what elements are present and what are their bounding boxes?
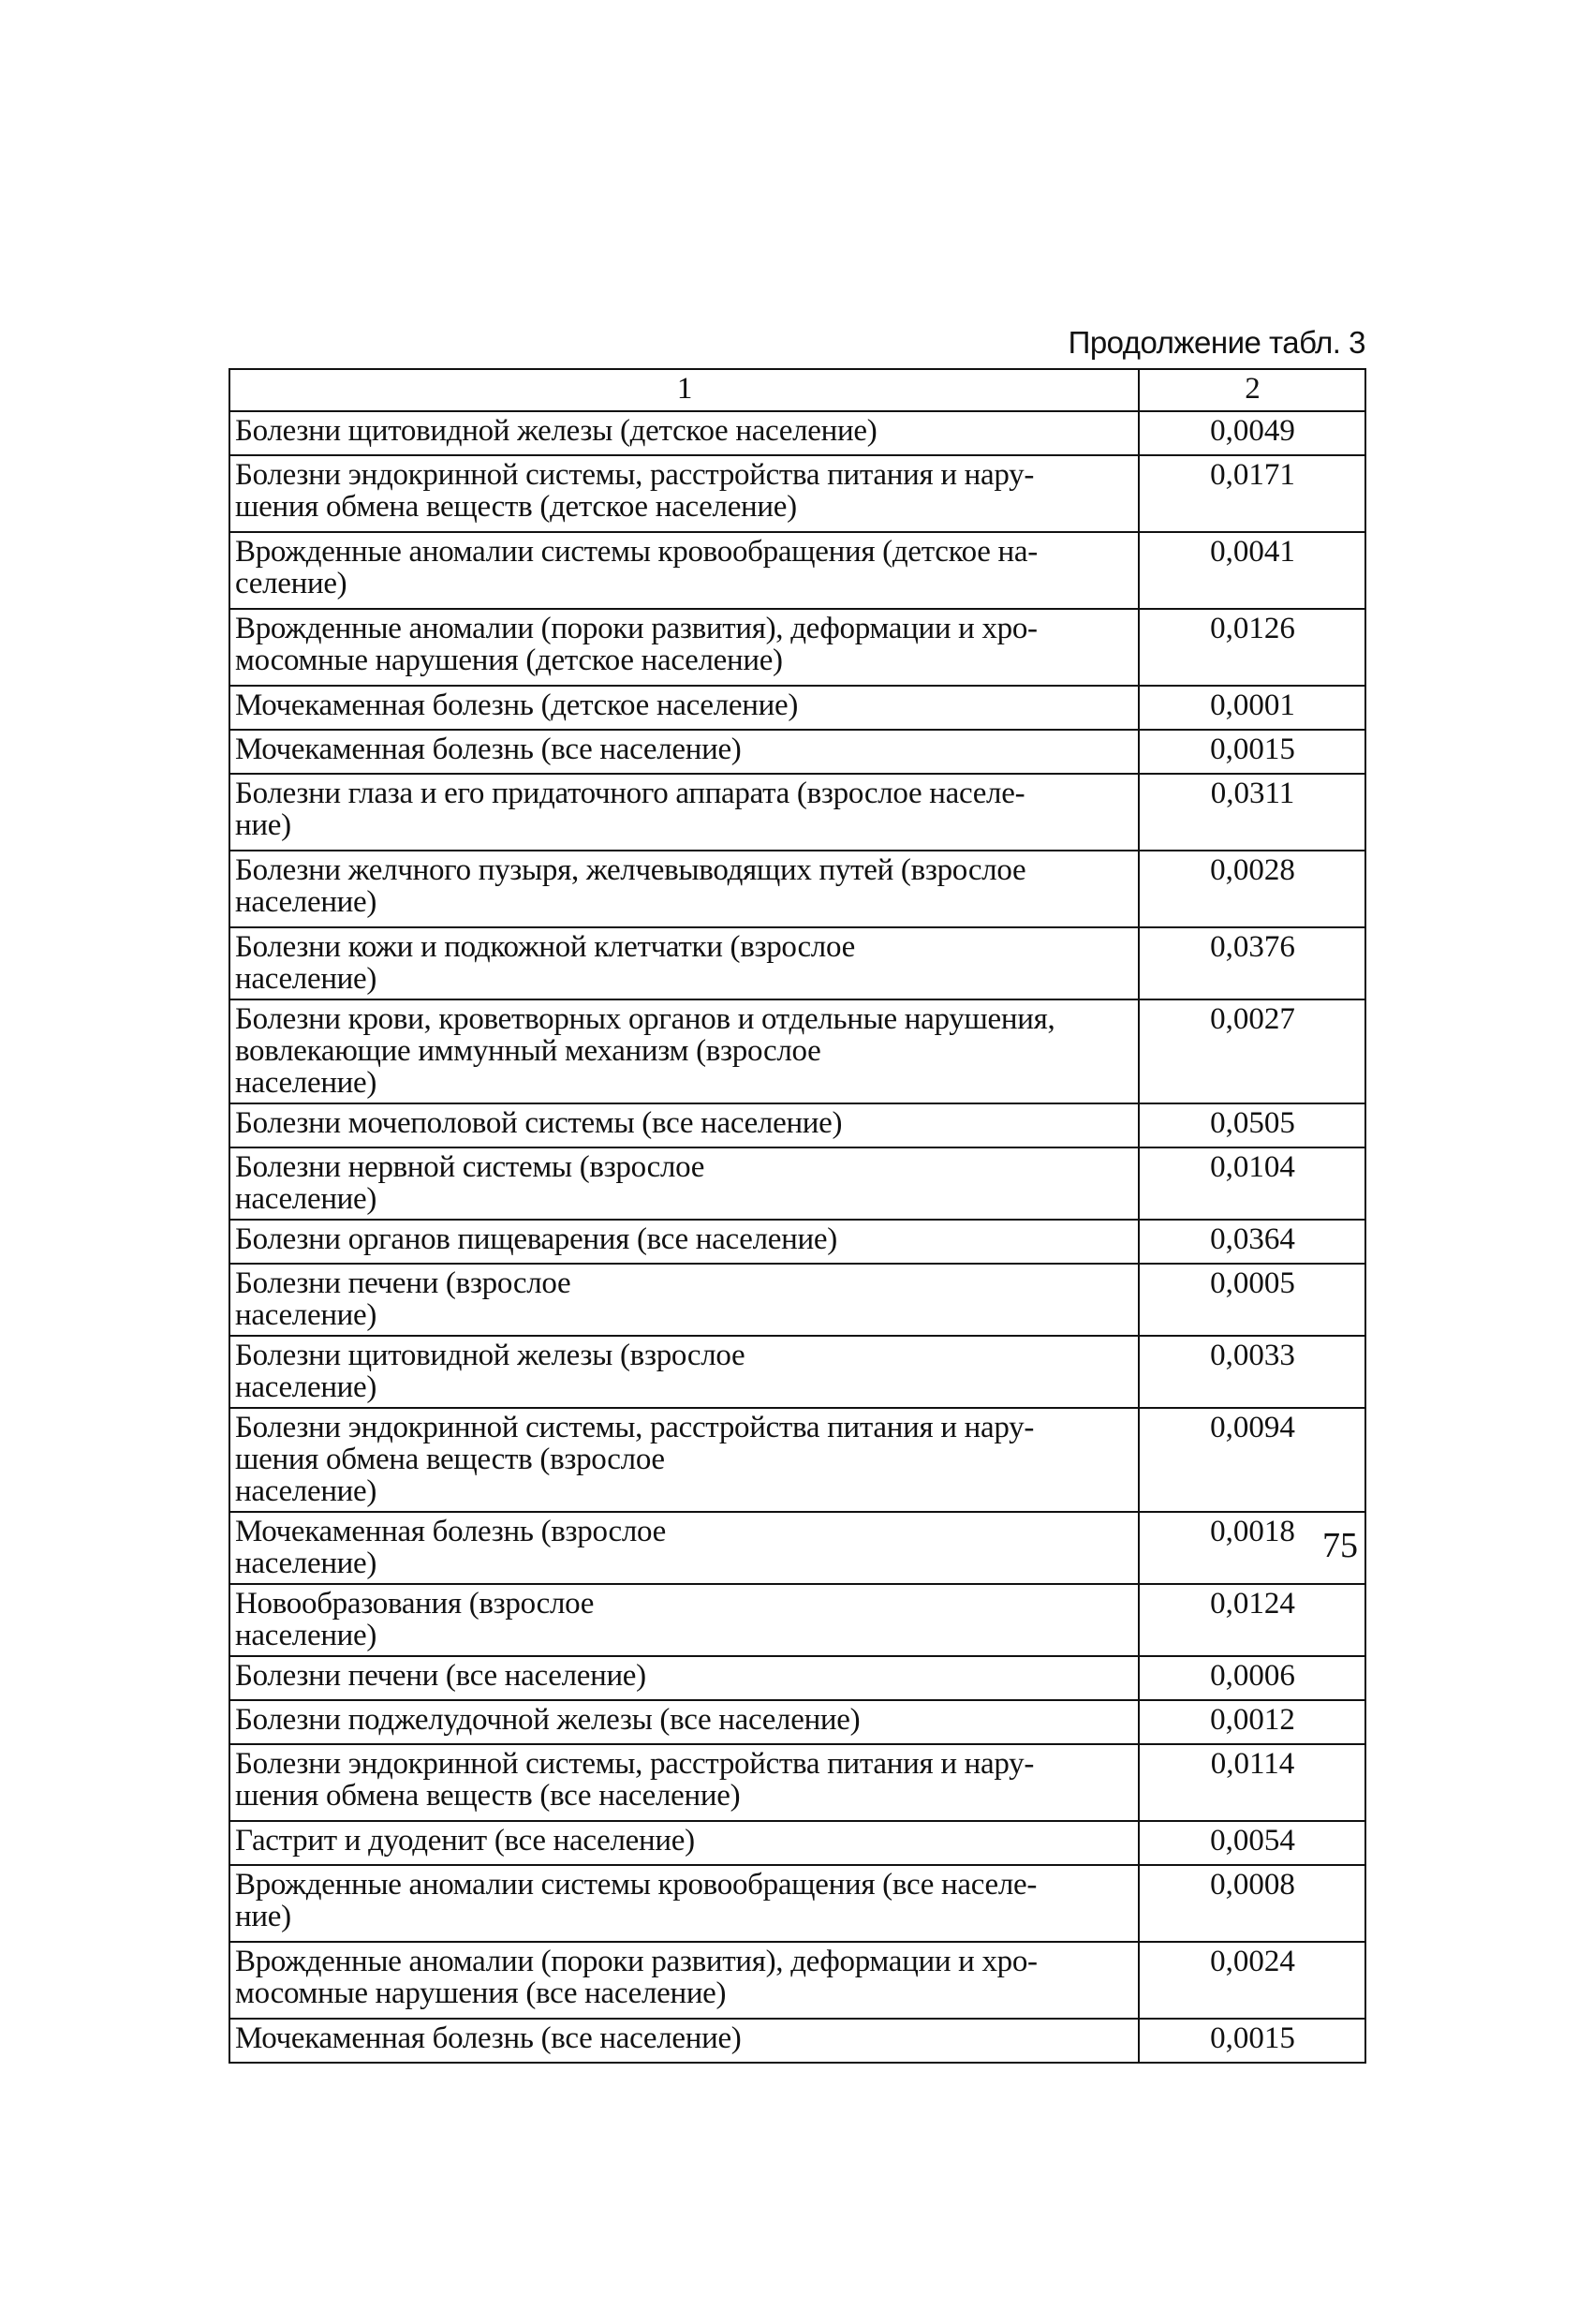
disease-name-cell: Мочекаменная болезнь (все население) [229, 2019, 1139, 2063]
table-row [229, 1865, 1365, 1942]
value-cell: 0,0028 [1139, 851, 1365, 927]
disease-name-cell: Врожденные аномалии (пороки развития), деформации и хро- мосомные нарушения (все население) [229, 1942, 1139, 2019]
table-row [229, 927, 1365, 999]
disease-name-cell: Болезни эндокринной системы, расстройства питания и нару- шения обмена веществ (все население) [229, 1744, 1139, 1821]
table-row [229, 1147, 1365, 1220]
value-cell: 0,0049 [1139, 411, 1365, 455]
table-row [229, 1656, 1365, 1700]
value-cell: 0,0104 [1139, 1147, 1365, 1220]
disease-name-cell: Гастрит и дуоденит (все население) [229, 1821, 1139, 1865]
table-row [229, 609, 1365, 686]
disease-name-cell: Болезни нервной системы (взрослое население) [229, 1147, 1139, 1220]
table-row [229, 1264, 1365, 1336]
value-cell: 0,0114 [1139, 1744, 1365, 1821]
disease-name-cell: Болезни крови, кроветворных органов и отдельные нарушения, вовлекающие иммунный механизм (взрослое население) [229, 999, 1139, 1103]
table-row [229, 1584, 1365, 1656]
table-row [229, 1220, 1365, 1264]
disease-name-cell: Болезни печени (взрослое население) [229, 1264, 1139, 1336]
value-cell: 0,0015 [1139, 2019, 1365, 2063]
value-cell: 0,0041 [1139, 532, 1365, 609]
table-row [229, 532, 1365, 609]
value-cell: 0,0124 [1139, 1584, 1365, 1656]
disease-name-cell: Болезни глаза и его придаточного аппарата (взрослое населе- ние) [229, 774, 1139, 851]
value-cell: 0,0505 [1139, 1103, 1365, 1147]
disease-name-cell: Болезни органов пищеварения (все население) [229, 1220, 1139, 1264]
table-row [229, 851, 1365, 927]
table-continuation-caption: Продолжение табл. 3 [1068, 325, 1365, 360]
value-cell: 0,0012 [1139, 1700, 1365, 1744]
disease-name-cell: Мочекаменная болезнь (все население) [229, 730, 1139, 774]
value-cell: 0,0018 [1139, 1512, 1365, 1584]
disease-name-cell: Болезни кожи и подкожной клетчатки (взрослое население) [229, 927, 1139, 999]
disease-name-cell: Болезни поджелудочной железы (все население) [229, 1700, 1139, 1744]
disease-name-cell: Врожденные аномалии системы кровообращения (детское на- селение) [229, 532, 1139, 609]
value-cell: 0,0094 [1139, 1408, 1365, 1512]
value-cell: 0,0015 [1139, 730, 1365, 774]
table-row [229, 1821, 1365, 1865]
value-cell: 0,0006 [1139, 1656, 1365, 1700]
disease-name-cell: Болезни печени (все население) [229, 1656, 1139, 1700]
value-cell: 0,0364 [1139, 1220, 1365, 1264]
table-row [229, 730, 1365, 774]
disease-name-cell: Болезни эндокринной системы, расстройства питания и нару- шения обмена веществ (детское население) [229, 455, 1139, 532]
table-row [229, 1700, 1365, 1744]
table-row [229, 1512, 1365, 1584]
value-cell: 0,0005 [1139, 1264, 1365, 1336]
disease-name-cell: Врожденные аномалии системы кровообращения (все населе- ние) [229, 1865, 1139, 1942]
value-cell: 0,0171 [1139, 455, 1365, 532]
disease-name-cell: Болезни желчного пузыря, желчевыводящих путей (взрослое население) [229, 851, 1139, 927]
table-row [229, 1103, 1365, 1147]
table-row [229, 999, 1365, 1103]
disease-name-cell: Мочекаменная болезнь (детское население) [229, 686, 1139, 730]
disease-name-cell: Болезни эндокринной системы, расстройства питания и нару- шения обмена веществ (взрослое население) [229, 1408, 1139, 1512]
disease-name-cell: Болезни мочеполовой системы (все население) [229, 1103, 1139, 1147]
disease-name-cell: Новообразования (взрослое население) [229, 1584, 1139, 1656]
disease-name-cell: Болезни щитовидной железы (детское население) [229, 411, 1139, 455]
value-cell: 0,0376 [1139, 927, 1365, 999]
table-row [229, 1942, 1365, 2019]
value-cell: 0,0024 [1139, 1942, 1365, 2019]
table-header-row [229, 369, 1365, 411]
table-row [229, 1408, 1365, 1512]
column-header-1: 1 [229, 369, 1139, 411]
table-row [229, 1336, 1365, 1408]
column-header-2: 2 [1139, 369, 1365, 411]
disease-name-cell: Врожденные аномалии (пороки развития), деформации и хро- мосомные нарушения (детское население) [229, 609, 1139, 686]
disease-name-cell: Болезни щитовидной железы (взрослое население) [229, 1336, 1139, 1408]
table-row [229, 774, 1365, 851]
disease-name-cell: Мочекаменная болезнь (взрослое население) [229, 1512, 1139, 1584]
value-cell: 0,0126 [1139, 609, 1365, 686]
value-cell: 0,0054 [1139, 1821, 1365, 1865]
value-cell: 0,0311 [1139, 774, 1365, 851]
page-number: 75 [1322, 1526, 1358, 1565]
value-cell: 0,0027 [1139, 999, 1365, 1103]
value-cell: 0,0001 [1139, 686, 1365, 730]
table-row [229, 686, 1365, 730]
table-row [229, 2019, 1365, 2063]
value-cell: 0,0033 [1139, 1336, 1365, 1408]
table-row [229, 455, 1365, 532]
table-row [229, 1744, 1365, 1821]
data-table [229, 368, 1366, 2064]
value-cell: 0,0008 [1139, 1865, 1365, 1942]
table-row [229, 411, 1365, 455]
